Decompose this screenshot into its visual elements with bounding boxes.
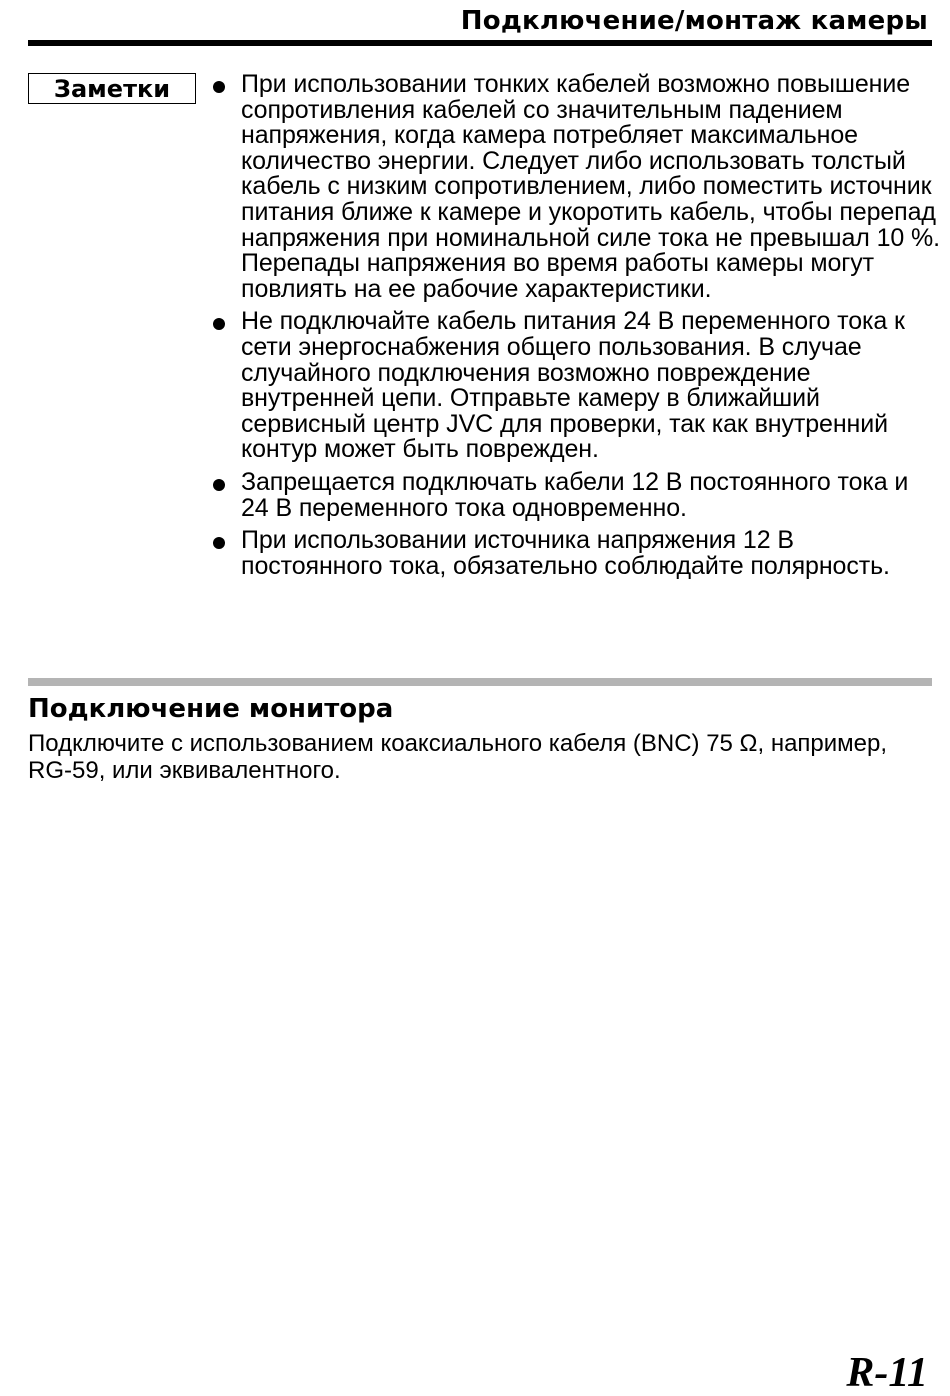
notes-label-box: Заметки (28, 73, 196, 104)
page-number: R-11 (846, 1350, 928, 1396)
header-divider (28, 40, 932, 46)
bullet-icon (213, 537, 225, 549)
section-body-text: Подключите с использованием коаксиального кабеля (BNC) 75 Ω, например, RG-59, или эквивалентного. (28, 730, 888, 784)
note-text: Запрещается подключать кабели 12 В постоянного тока и 24 В переменного тока одновременно. (241, 467, 909, 522)
bullet-icon (213, 81, 225, 93)
notes-list (212, 72, 942, 586)
note-item (212, 309, 942, 463)
page-header-title: Подключение/монтаж камеры (460, 6, 928, 36)
note-text: При использовании тонких кабелей возможно повышение сопротивления кабелей со значительным падением напряжения, когда камера потребляет максимальное количество энергии. Следует либо использовать толстый кабель с низким сопротивлением, либо поместить источник питания ближе к камере и укоротить кабель, чтобы перепад напряжения при номинальной силе тока не превышал 10 %. Перепады напряжения во время работы камеры могут повлиять на ее рабочие характеристики. (241, 70, 941, 303)
note-item (212, 72, 942, 302)
note-text: При использовании источника напряжения 12 В постоянного тока, обязательно соблюдайте полярность. (241, 526, 890, 580)
note-text: Не подключайте кабель питания 24 В переменного тока к сети энергоснабжения общего пользования. В случае случайного подключения возможно повреждение внутренней цепи. Отправьте камеру в ближайший сервисный центр JVC для проверки, так как внутренний контур может быть поврежден. (241, 307, 905, 464)
note-item (212, 528, 942, 579)
bullet-icon (213, 479, 225, 491)
section-divider (28, 678, 932, 686)
bullet-icon (213, 318, 225, 330)
note-item (212, 467, 942, 522)
section-heading: Подключение монитора (28, 694, 394, 724)
